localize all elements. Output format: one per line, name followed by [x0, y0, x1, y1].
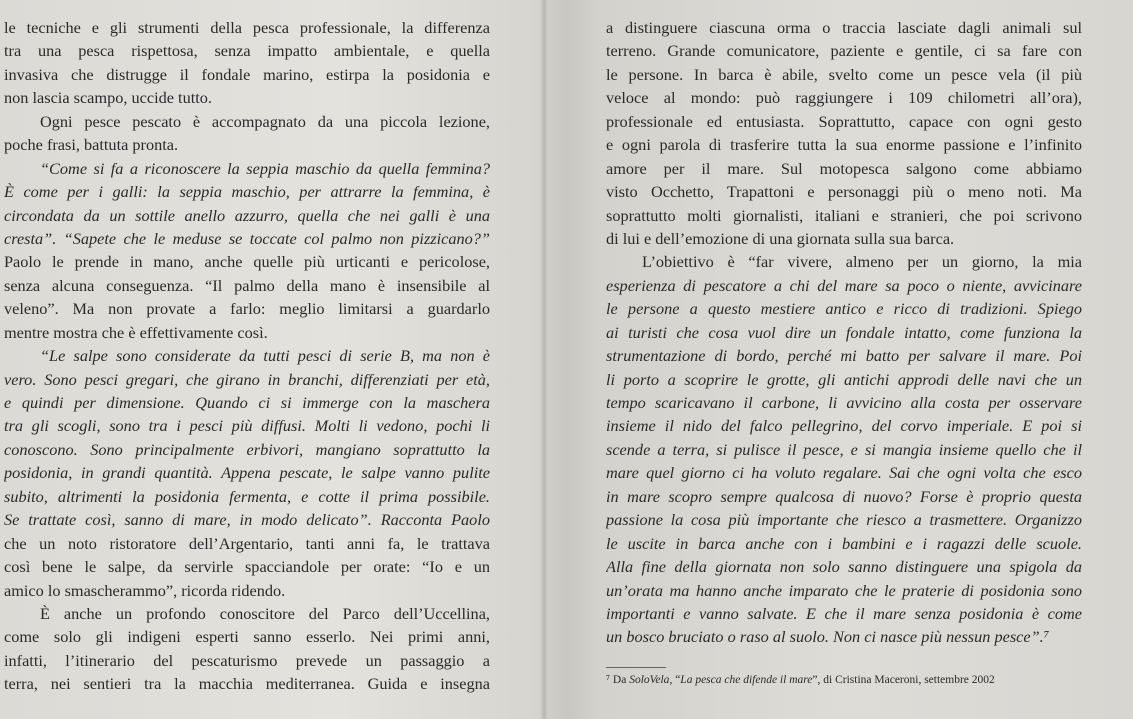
text-line: veleno”. Ma non provate a farlo: meglio limitarsi a guardarlo [4, 299, 490, 319]
text-line: circondata da un sottile anello azzurro, quella che nei galli è una [4, 205, 490, 225]
text-line: di lui e dell’emozione di una giornata sulla sua barca. [606, 228, 955, 248]
text-line: un’orata ma hanno anche imparato che le praterie di posidonia sono [606, 580, 1082, 600]
footnote-suffix: ”, di Cristina Maceroni, settembre 2002 [812, 674, 995, 686]
text-line: strumentazione di bordo, perché mi batto per salvare il mare. Poi [606, 346, 1082, 366]
text-line: È anche un profondo conoscitore del Parco dell’Uccellina, [40, 603, 490, 623]
text-line: ai turisti che cosa vuol dire un fondale intatto, come funziona la [606, 322, 1082, 342]
text-line: passione la cosa più importante che riesco a trasmettere. Organizzo [606, 510, 1082, 530]
text-line: li porto a scoprire le grotte, gli antichi approdi delle navi che un [606, 369, 1082, 389]
text-line: È come per i galli: la seppia maschio, per attrarre la femmina, è [4, 182, 490, 202]
text-line: amico lo smascherammo”, ricorda ridendo. [4, 580, 286, 600]
text-line: “Come si fa a riconoscere la seppia maschio da quella femmina? [40, 158, 490, 178]
text-line: e ogni parola di trasferire tutta la sua enorme passione e l’infinito [606, 135, 1082, 155]
text-line: subito, altrimenti la posidonia fermenta, e cotte il prima possibile. [4, 486, 490, 506]
text-line: tra una pesca rispettosa, senza impatto ambientale, e quella [4, 41, 490, 61]
footnote-marker: ⁷ [606, 674, 611, 686]
text-line: senza alcuna conseguenza. “Il palmo della mano è insensibile al [4, 275, 490, 295]
text-line: le tecniche e gli strumenti della pesca professionale, la differenza [4, 18, 490, 37]
text-line: poche frasi, battuta pronta. [4, 135, 179, 155]
text-line: conoscono. Sono principalmente erbivori, mangiano soprattutto la [4, 439, 490, 459]
text-line: un bosco bruciato o raso al suolo. Non ci nasce più nessun pesce”.⁷ [606, 627, 1050, 647]
text-line: terra, nei sentieri tra la macchia mediterranea. Guida e insegna [4, 674, 490, 694]
text-line: tra gli scogli, sono tra i pesci più diffusi. Molti li vedono, pochi li [4, 416, 490, 436]
text-line: e quindi per dimensione. Quando ci si immerge con la maschera [4, 393, 490, 412]
text-line: veloce al mondo: può raggiungere i 109 chilometri all’ora), [606, 88, 1082, 108]
text-line: a distinguere ciascuna orma o traccia lasciate dagli animali sul [606, 18, 1082, 37]
text-line: mentre mostra che è effettivamente così. [4, 322, 268, 342]
book-gutter [540, 0, 548, 719]
text-line: che un noto ristoratore dell’Argentario, tanti anni fa, le trattava [4, 533, 490, 553]
text-line: cresta”. “Sapete che le meduse se toccate col palmo non pizzicano?” [4, 228, 490, 248]
text-line: scende a terra, si pulisce il pesce, e si mangia insieme quello che il [606, 439, 1082, 459]
footnote [606, 672, 1076, 688]
text-line: esperienza di pescatore a chi del mare sa poco o niente, avvicinare [606, 275, 1082, 295]
text-line: infatti, l’itinerario del pescaturismo prevede un passaggio a [4, 650, 490, 670]
text-line: professionale ed entusiasta. Soprattutto, capace con ogni gesto [606, 111, 1082, 131]
text-line: mare quel giorno ci ha voluto regalare. Sai che ogni volta che esco [606, 463, 1082, 483]
text-line: vero. Sono pesci gregari, che girano in branchi, differenziati per età, [4, 369, 490, 389]
text-line: L’obiettivo è “far vivere, almeno per un giorno, la mia [642, 252, 1082, 272]
text-line: posidonia, in grandi quantità. Appena pescate, le salpe vanno pulite [4, 463, 490, 483]
text-line: insieme il nido del falco pellegrino, del corvo imperiale. E poi si [606, 416, 1082, 436]
footnote-prefix: Da [610, 674, 630, 686]
text-line: in mare scopro sempre qualcosa di nuovo? Forse è proprio questa [606, 486, 1082, 506]
text-line: terreno. Grande comunicatore, paziente e gentile, ci sa fare con [606, 41, 1082, 61]
footnote-middle: , “ [669, 674, 681, 686]
text-line: Se trattate così, sanno di mare, in modo delicato”. Racconta Paolo [4, 510, 490, 530]
text-line: soprattutto molti giornalisti, italiani e stranieri, che poi scrivono [606, 205, 1082, 225]
text-line: importanti e vanno salvate. E che il mare senza posidonia è come [606, 603, 1082, 623]
text-line: Paolo le prende in mano, anche quelle più urticanti e pericolose, [4, 252, 490, 272]
text-line: tempo scaricavano il carbone, li avvicino alla costa per osservare [606, 393, 1082, 412]
text-line: “Le salpe sono considerate da tutti pesci di serie B, ma non è [40, 346, 490, 366]
text-line: le persone a questo mestiere antico e ricco di tradizioni. Spiego [606, 299, 1082, 319]
text-line: visto Occhetto, Trapattoni e personaggi più o meno noti. Ma [606, 182, 1082, 202]
text-line: Alla fine della giornata non solo sanno distinguere una spigola da [606, 557, 1082, 577]
text-line: invasiva che distrugge il fondale marino, estirpa la posidonia e [4, 64, 490, 84]
text-line: così bene le salpe, da servirle spacciandole per orate: “Io e un [4, 557, 490, 577]
left-page-column [4, 16, 490, 696]
text-line: le uscite in barca anche con i bambini e i ragazzi delle scuole. [606, 533, 1082, 553]
text-line: le persone. In barca è abile, svelto come un pesce vela (il più [606, 64, 1082, 84]
right-page-column [606, 16, 1082, 649]
text-line: come solo gli indigeni esperti sanno esserlo. Nei primi anni, [4, 627, 490, 647]
text-line: Ogni pesce pescato è accompagnato da una piccola lezione, [40, 111, 490, 131]
text-line: amore per il mare. Sul motopesca salgono come abbiamo [606, 158, 1082, 178]
footnote-source: SoloVela [629, 674, 670, 686]
footnote-article-title: La pesca che difende il mare [680, 674, 813, 686]
footnote-rule [606, 667, 666, 668]
text-line: non lascia scampo, uccide tutto. [4, 88, 212, 108]
